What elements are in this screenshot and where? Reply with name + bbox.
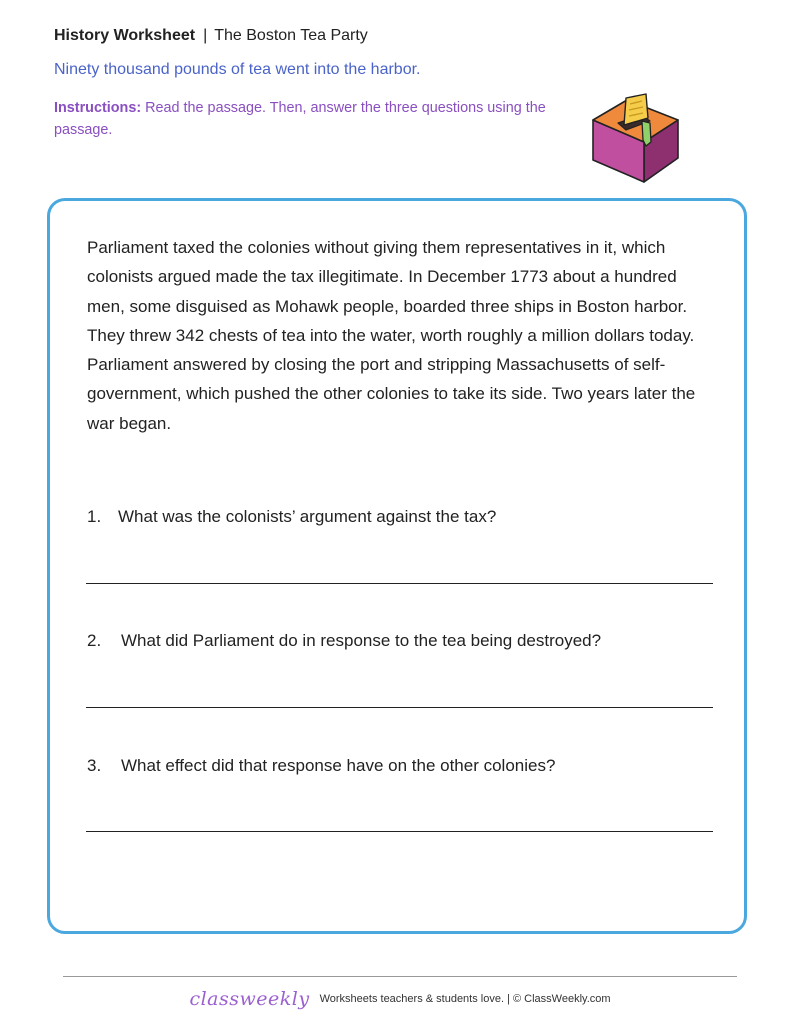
answer-line-1[interactable] bbox=[86, 583, 713, 584]
worksheet-header bbox=[54, 27, 368, 45]
question-number: 3. bbox=[87, 756, 102, 775]
classweekly-logo: classweekly bbox=[189, 988, 310, 1010]
question-text: What did Parliament do in response to the tea being destroyed? bbox=[121, 631, 602, 650]
question-number: 1. bbox=[87, 507, 102, 526]
footer-divider bbox=[63, 976, 737, 977]
question-text: What was the colonists’ argument against the tax? bbox=[118, 507, 497, 526]
worksheet-topic: The Boston Tea Party bbox=[214, 27, 368, 44]
question-3 bbox=[87, 756, 555, 776]
reading-passage: Parliament taxed the colonies without giving them representatives in it, which colonists argued made the tax illegitimate. In December 1773 about a hundred men, some disguised as Mohawk people, boarded three ships in Boston harbor. They threw 342 chests of tea into the water, worth roughly a million dollars today. Parliament answered by closing the port and stripping Massachusetts of self-government, which pushed the other colonies to take its side. Two years later the war began. bbox=[87, 238, 696, 433]
footer-tagline: Worksheets teachers & students love. | © ClassWeekly.com bbox=[319, 993, 611, 1005]
instructions-label: Instructions: bbox=[54, 100, 142, 116]
footer bbox=[0, 988, 800, 1010]
question-2 bbox=[87, 631, 601, 651]
instructions-text: Read the passage. Then, answer the three questions using the passage. bbox=[54, 100, 546, 138]
question-number: 2. bbox=[87, 631, 102, 650]
answer-line-2[interactable] bbox=[86, 707, 713, 708]
instructions bbox=[54, 97, 574, 141]
answer-line-3[interactable] bbox=[86, 831, 713, 832]
header-separator: | bbox=[203, 27, 208, 44]
worksheet-label: History Worksheet bbox=[54, 27, 196, 44]
worksheet-subtitle: Ninety thousand pounds of tea went into the harbor. bbox=[54, 61, 421, 78]
ballot-box-icon bbox=[584, 90, 684, 186]
question-text: What effect did that response have on the other colonies? bbox=[121, 756, 556, 775]
question-1 bbox=[87, 507, 496, 527]
